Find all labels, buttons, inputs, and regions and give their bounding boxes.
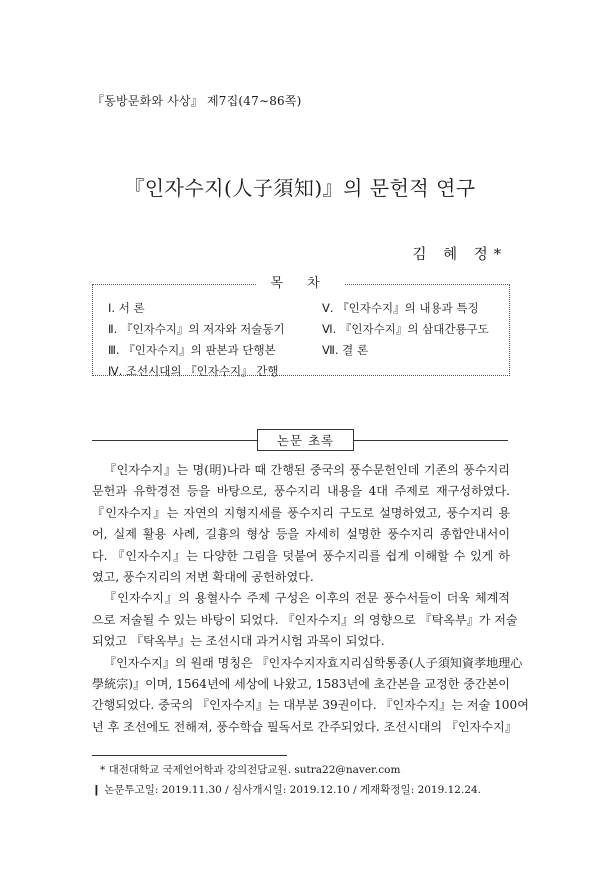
author-name: 김 혜 정* [412, 247, 507, 263]
toc-item: Ⅲ. 『인자수지』의 판본과 단행본 [108, 343, 276, 357]
toc-item: Ⅵ. 『인자수지』의 삼대간룡구도 [322, 322, 489, 336]
abstract-line: 『인자수지』의 원래 명칭은 『인자수지자효지리심학통종(人子須知資孝地理心 [104, 655, 523, 670]
abstract-line: 으로 저술될 수 있는 바탕이 되었다. 『인자수지』의 영향으로 『탁옥부』가 저술 [92, 612, 518, 627]
toc-left-column [108, 298, 285, 382]
abstract-line: 되었고 『탁옥부』는 조선시대 과거시험 과목이 되었다. [92, 634, 385, 649]
abstract-label: 논문 초록 [257, 429, 354, 451]
abstract-line: 년 후 조선에도 전해져, 풍수학습 필독서로 간주되었다. 조선시대의 『인자수지』 [92, 719, 517, 734]
toc-item: Ⅰ. 서 론 [108, 301, 145, 315]
abstract-line: 『인자수지』의 용혈사수 주제 구성은 이후의 전문 풍수서들이 더욱 체계적 [104, 591, 510, 606]
toc-item: Ⅴ. 『인자수지』의 내용과 특징 [322, 301, 479, 315]
toc-item: Ⅳ. 조선시대의 『인자수지』 간행 [108, 364, 279, 378]
toc-item: Ⅶ. 결 론 [322, 343, 369, 357]
toc-heading-wrap [0, 272, 600, 291]
footnote-rule [92, 755, 287, 756]
abstract-line: 간행되었다. 중국의 『인자수지』는 대부분 39권이다. 『인자수지』는 저술 100여 [92, 698, 529, 713]
journal-citation: 『동방문화와 사상』 제7집(47∼86쪽) [92, 94, 302, 108]
toc-item: Ⅱ. 『인자수지』의 저자와 저술동기 [108, 322, 285, 336]
abstract-rule-right [354, 440, 508, 441]
abstract-line: 문헌과 유학경전 등을 바탕으로, 풍수지리 내용을 4대 주제로 재구성하였다. [92, 484, 510, 499]
toc-heading: 목 차 [256, 276, 343, 291]
abstract-rule-left [92, 440, 257, 441]
abstract-line: 學統宗)』이며, 1564년에 세상에 나왔고, 1583년에 초간본을 교정한 중간본이 [92, 676, 510, 691]
abstract-line: 다. 『인자수지』는 다양한 그림을 덧붙여 풍수지리를 쉽게 이해할 수 있게 하 [92, 548, 510, 563]
abstract-body [92, 460, 529, 738]
footnote-affiliation: * 대전대학교 국제언어학과 강의전담교원. sutra22@naver.com [100, 764, 401, 776]
abstract-line: 『인자수지』는 자연의 지형지세를 풍수지리 구도로 설명하였고, 풍수지리 용 [92, 505, 510, 520]
paper-title: 『인자수지(人子須知)』의 문헌적 연구 [124, 176, 476, 200]
abstract-line: 였고, 풍수지리의 저변 확대에 공헌하였다. [92, 569, 314, 584]
toc-right-column [322, 298, 489, 361]
abstract-line: 어, 실제 활용 사례, 길흉의 형상 등을 자세히 설명한 풍수지리 종합안내서이 [92, 527, 510, 542]
footnote-dates: ❙ 논문투고일: 2019.11.30 / 심사개시일: 2019.12.10 / 게재확정일: 2019.12.24. [92, 784, 482, 796]
abstract-line: 『인자수지』는 명(明)나라 때 간행된 중국의 풍수문헌인데 기존의 풍수지리 [104, 463, 510, 477]
